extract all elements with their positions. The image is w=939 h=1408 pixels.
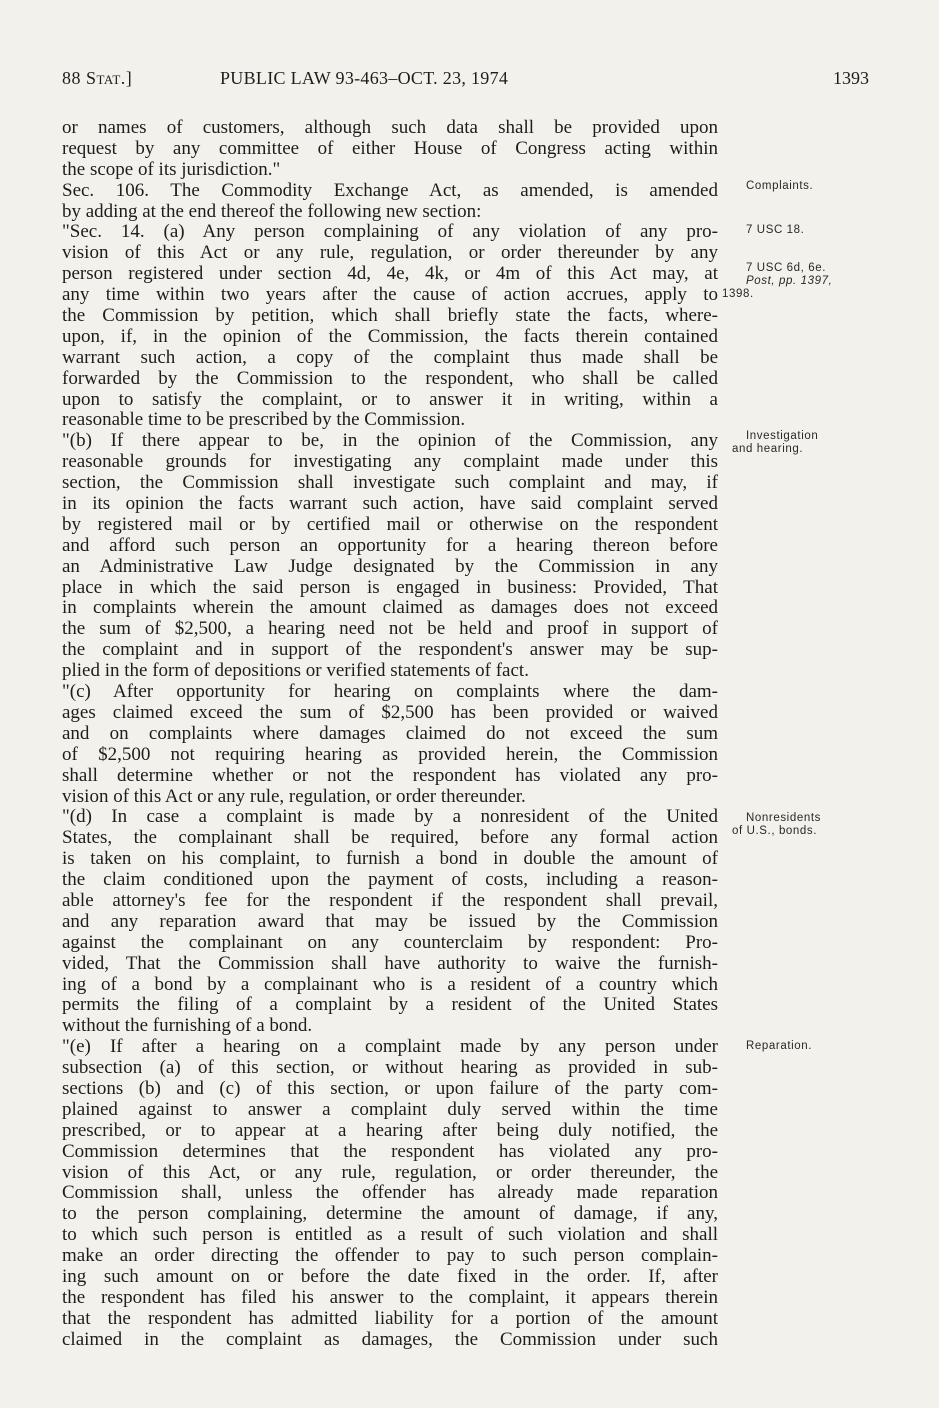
body-line: and afford such person an opportunity for a hearing thereon before	[62, 534, 718, 556]
body-line: the respondent has filed his answer to the complaint, it appears therein	[62, 1286, 718, 1308]
body-line: plied in the form of depositions or verified statements of fact.	[62, 660, 529, 682]
margin-note-nonresidents: Nonresidents of U.S., bonds.	[732, 812, 821, 837]
margin-note-usc-6d: 7 USC 6d, 6e. Post, pp. 1397, 1398.	[722, 262, 833, 300]
body-line: reasonable grounds for investigating any complaint made under this	[62, 451, 718, 473]
body-line: Commission shall, unless the offender has already made reparation	[62, 1182, 718, 1204]
body-line: plained against to answer a complaint duly served within the time	[62, 1098, 718, 1120]
body-line: the scope of its jurisdiction."	[62, 158, 281, 180]
body-line: request by any committee of either House of Congress acting within	[62, 137, 718, 159]
body-line: "(e) If after a hearing on a complaint made by any person under	[62, 1036, 718, 1058]
body-line: vision of this Act or any rule, regulation, or order thereunder.	[62, 785, 526, 807]
body-line: ing of a bond by a complainant who is a resident of a country which	[62, 973, 718, 995]
body-line: to which such person is entitled as a result of such violation and shall	[62, 1224, 718, 1246]
body-line: subsection (a) of this section, or without hearing as provided in sub-	[62, 1057, 718, 1079]
body-line: make an order directing the offender to pay to such person complain-	[62, 1245, 718, 1267]
body-line: "Sec. 14. (a) Any person complaining of any violation of any pro-	[62, 221, 718, 243]
body-line: in its opinion the facts warrant such action, have said complaint served	[62, 493, 718, 515]
body-line: any time within two years after the cause of action accrues, apply to	[62, 284, 718, 306]
body-line: "(b) If there appear to be, in the opinion of the Commission, any	[62, 430, 718, 452]
body-line: permits the filing of a complaint by a resident of the United States	[62, 994, 718, 1016]
body-line: "(d) In case a complaint is made by a nonresident of the United	[62, 806, 718, 828]
body-line: Sec. 106. The Commodity Exchange Act, as amended, is amended	[62, 179, 718, 201]
body-line: the complaint and in support of the respondent's answer may be sup-	[62, 639, 718, 661]
body-line: to the person complaining, determine the amount of damage, if any,	[62, 1203, 718, 1225]
body-line: ages claimed exceed the sum of $2,500 has been provided or waived	[62, 701, 718, 723]
page-header	[62, 68, 869, 96]
body-line: warrant such action, a copy of the complaint thus made shall be	[62, 346, 718, 368]
statute-body	[62, 118, 718, 1351]
body-line: ing such amount on or before the date fixed in the order. If, after	[62, 1265, 718, 1287]
margin-note-reparation: Reparation.	[746, 1040, 813, 1052]
body-line: against the complainant on any counterclaim by respondent: Pro-	[62, 931, 718, 953]
margin-note-investigation: Investigation and hearing.	[732, 430, 819, 455]
body-line: section, the Commission shall investigate such complaint and may, if	[62, 472, 718, 494]
body-line: prescribed, or to appear at a hearing after being duly notified, the	[62, 1119, 718, 1141]
margin-note-complaints: Complaints.	[746, 180, 814, 192]
body-line: shall determine whether or not the respondent has violated any pro-	[62, 764, 718, 786]
body-line: able attorney's fee for the respondent if the respondent shall prevail,	[62, 889, 718, 911]
body-line: vided, That the Commission shall have authority to waive the furnish-	[62, 952, 718, 974]
body-line: without the furnishing of a bond.	[62, 1015, 313, 1037]
body-line: person registered under section 4d, 4e, 4k, or 4m of this Act may, at	[62, 263, 718, 285]
body-line: upon, if, in the opinion of the Commission, the facts therein contained	[62, 325, 718, 347]
body-line: vision of this Act, or any rule, regulation, or order thereunder, the	[62, 1161, 718, 1183]
body-line: forwarded by the Commission to the respondent, who shall be called	[62, 367, 718, 389]
body-line: place in which the said person is engaged in business: Provided, That	[62, 576, 718, 598]
body-line: an Administrative Law Judge designated by the Commission in any	[62, 555, 718, 577]
body-line: of $2,500 not requiring hearing as provided herein, the Commission	[62, 743, 718, 765]
body-line: vision of this Act or any rule, regulation, or order thereunder by any	[62, 242, 718, 264]
running-title: PUBLIC LAW 93-463–OCT. 23, 1974	[220, 68, 509, 88]
body-line: reasonable time to be prescribed by the Commission.	[62, 409, 466, 431]
page-number: 1393	[833, 68, 869, 88]
body-line: or names of customers, although such data shall be provided upon	[62, 117, 718, 138]
body-line: by adding at the end thereof the following new section:	[62, 200, 482, 222]
body-line: that the respondent has admitted liability for a portion of the amount	[62, 1307, 718, 1329]
body-line: is taken on his complaint, to furnish a bond in double the amount of	[62, 848, 718, 870]
body-line: and any reparation award that may be issued by the Commission	[62, 910, 718, 932]
body-line: the Commission by petition, which shall briefly state the facts, where-	[62, 305, 718, 327]
body-line: States, the complainant shall be required, before any formal action	[62, 827, 718, 849]
body-line: Commission determines that the respondent has violated any pro-	[62, 1140, 718, 1162]
body-line: by registered mail or by certified mail or otherwise on the respondent	[62, 513, 718, 535]
body-line: upon to satisfy the complaint, or to answer it in writing, within a	[62, 388, 718, 410]
body-line: the claim conditioned upon the payment of costs, including a reason-	[62, 869, 718, 891]
margin-note-usc-18: 7 USC 18.	[746, 224, 805, 236]
body-line: sections (b) and (c) of this section, or upon failure of the party com-	[62, 1077, 718, 1099]
volume-label: 88 Stat.]	[62, 68, 133, 88]
body-line: and on complaints where damages claimed do not exceed the sum	[62, 722, 718, 744]
body-line: "(c) After opportunity for hearing on complaints where the dam-	[62, 681, 718, 703]
body-line: in complaints wherein the amount claimed as damages does not exceed	[62, 597, 718, 619]
body-line: the sum of $2,500, a hearing need not be held and proof in support of	[62, 618, 718, 640]
body-line: claimed in the complaint as damages, the Commission under such	[62, 1328, 718, 1350]
